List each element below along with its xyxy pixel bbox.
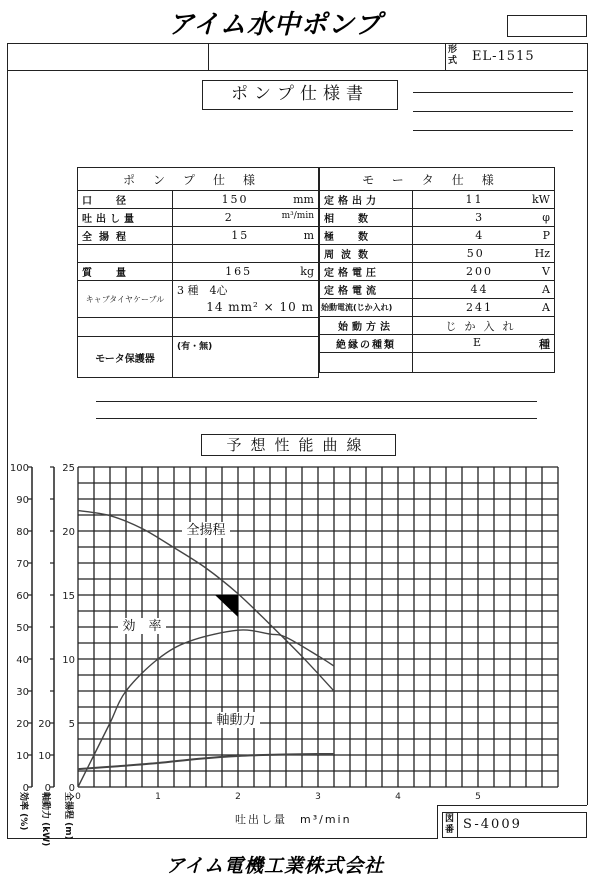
protector-label: モータ保護器	[78, 337, 173, 378]
pump-spec-table	[77, 167, 319, 378]
row-label: 絶縁の種類	[320, 335, 413, 353]
row-label: 始動電流(じか入れ)	[320, 299, 413, 317]
table-row	[78, 245, 319, 263]
x-tick-label: 3	[315, 792, 321, 802]
y-tick-label: 0	[44, 783, 51, 794]
y-tick-label: 60	[16, 591, 29, 602]
table-row	[320, 227, 555, 245]
row-label: 定格電流	[320, 281, 413, 299]
row-value: E	[472, 335, 484, 349]
row-value: 15	[231, 229, 250, 242]
table-row	[320, 335, 555, 353]
remarks-line-1	[96, 401, 537, 402]
row-value: 44	[470, 283, 489, 296]
row-label: 相 数	[320, 209, 413, 227]
row-value: 3	[475, 211, 485, 224]
model-label: 形式	[448, 45, 458, 66]
table-row	[78, 318, 319, 337]
row-label: 吐出し量	[78, 209, 173, 227]
y-tick-label: 30	[16, 687, 29, 698]
row-label: 極 数	[320, 227, 413, 245]
y-tick-label: 20	[62, 527, 75, 538]
row-value: 4	[475, 229, 485, 242]
row-label: 周波数	[320, 245, 413, 263]
x-tick-label: 0	[75, 792, 81, 802]
doc-title-box	[202, 80, 398, 110]
row-unit: m³/min	[281, 211, 314, 221]
top-right-box	[507, 15, 587, 37]
y-tick-label: 0	[68, 783, 75, 794]
motor-spec-table	[319, 167, 555, 373]
y-tick-label: 70	[16, 559, 29, 570]
drawing-number-box	[442, 812, 587, 838]
row-value: 241	[466, 301, 494, 314]
y-tick-label: 90	[16, 495, 29, 506]
cable-line-2: 14 mm² × 10 m	[206, 300, 314, 314]
row-label: 定格電圧	[320, 263, 413, 281]
x-tick-label: 2	[235, 792, 241, 802]
y-tick-label: 10	[62, 655, 75, 666]
row-value: 2	[224, 211, 234, 224]
curve-annotation: 効 率	[122, 619, 162, 634]
y-tick-label: 80	[16, 527, 29, 538]
header-divider-1	[208, 43, 209, 70]
axis-name-head: 全揚程 (m)	[63, 792, 73, 840]
motor-spec-heading: モータ仕様	[320, 168, 555, 191]
y-tick-label: 15	[62, 591, 75, 602]
sign-line-2	[413, 111, 573, 112]
curve-annotation: 全揚程	[186, 523, 226, 538]
row-unit: V	[542, 265, 550, 278]
chart-labels	[10, 463, 481, 802]
drawing-number: S-4009	[463, 817, 522, 832]
table-row	[78, 191, 319, 209]
y-tick-label: 20	[16, 719, 29, 730]
table-row	[320, 353, 555, 373]
row-value: 11	[465, 193, 484, 206]
cable-row	[78, 281, 319, 318]
y-tick-label: 40	[16, 655, 29, 666]
x-tick-label: 1	[155, 792, 161, 802]
brand-title: アイム水中ポンプ	[168, 10, 382, 40]
pump-spec-heading: ポンプ仕様	[78, 168, 319, 191]
row-unit: Hz	[534, 247, 550, 260]
header-divider-2	[445, 43, 446, 70]
row-value: 165	[225, 265, 253, 278]
row-unit: 種	[539, 337, 550, 351]
y-tick-label: 10	[38, 751, 51, 762]
curve-title-box	[201, 434, 396, 456]
y-tick-label: 50	[16, 623, 29, 634]
row-value	[413, 353, 555, 373]
row-value: 50	[466, 247, 485, 260]
row-label: 定格出力	[320, 191, 413, 209]
row-label: 始動方法	[320, 317, 413, 335]
cable-line-1: 3 種 4心	[177, 284, 228, 297]
row-label	[78, 245, 173, 263]
table-row	[78, 263, 319, 281]
header-row-bottom	[7, 70, 587, 71]
curve-title: 予想性能曲線	[226, 436, 371, 454]
x-axis-label: 吐出し量 m³/min	[235, 813, 352, 826]
table-row	[320, 317, 555, 335]
performance-chart	[0, 455, 600, 845]
y-tick-label: 0	[22, 783, 29, 794]
x-tick-label: 4	[395, 792, 401, 802]
y-tick-label: 25	[62, 463, 75, 474]
table-row	[320, 281, 555, 299]
remarks-line-2	[96, 418, 537, 419]
table-row	[320, 245, 555, 263]
cable-label: キャブタイヤケーブル	[78, 281, 173, 318]
table-row	[78, 227, 319, 245]
row-label: 全揚程	[78, 227, 173, 245]
x-tick-label: 5	[475, 792, 481, 802]
table-row	[320, 209, 555, 227]
model-value: EL-1515	[472, 49, 535, 64]
table-row	[320, 263, 555, 281]
protector-value: (有・無)	[173, 337, 319, 378]
row-unit: A	[542, 301, 550, 314]
frame-top	[7, 43, 587, 44]
chart-axes	[28, 467, 54, 787]
y-tick-label: 100	[9, 463, 29, 474]
row-unit: kg	[300, 265, 314, 278]
row-unit: A	[542, 283, 550, 296]
y-tick-label: 5	[68, 719, 75, 730]
row-unit: mm	[293, 193, 314, 206]
sign-line-3	[413, 130, 573, 131]
row-label: 口 径	[78, 191, 173, 209]
protector-row	[78, 337, 319, 378]
row-unit: φ	[542, 211, 550, 224]
rated-point-marker	[215, 595, 238, 617]
axis-name-shaft-power: 軸動力 (kW)	[40, 792, 50, 847]
row-value: 200	[466, 265, 494, 278]
table-row	[320, 299, 555, 317]
row-value: じか入れ	[445, 319, 522, 333]
row-value: 150	[221, 193, 249, 206]
row-unit: P	[542, 229, 550, 242]
axis-name-efficiency: 効率 (%)	[18, 792, 28, 831]
row-label	[320, 353, 413, 373]
y-tick-label: 20	[38, 719, 51, 730]
drawing-label: 図番	[445, 814, 455, 835]
row-unit: m	[303, 229, 314, 242]
row-label: 質 量	[78, 263, 173, 281]
row-unit: kW	[532, 193, 550, 206]
curve-annotation: 軸動力	[216, 713, 256, 728]
company-name: アイム電機工業株式会社	[165, 855, 385, 877]
table-row	[78, 209, 319, 227]
y-tick-label: 10	[16, 751, 29, 762]
table-row	[320, 191, 555, 209]
sign-line-1	[413, 92, 573, 93]
doc-title: ポンプ仕様書	[231, 84, 369, 104]
